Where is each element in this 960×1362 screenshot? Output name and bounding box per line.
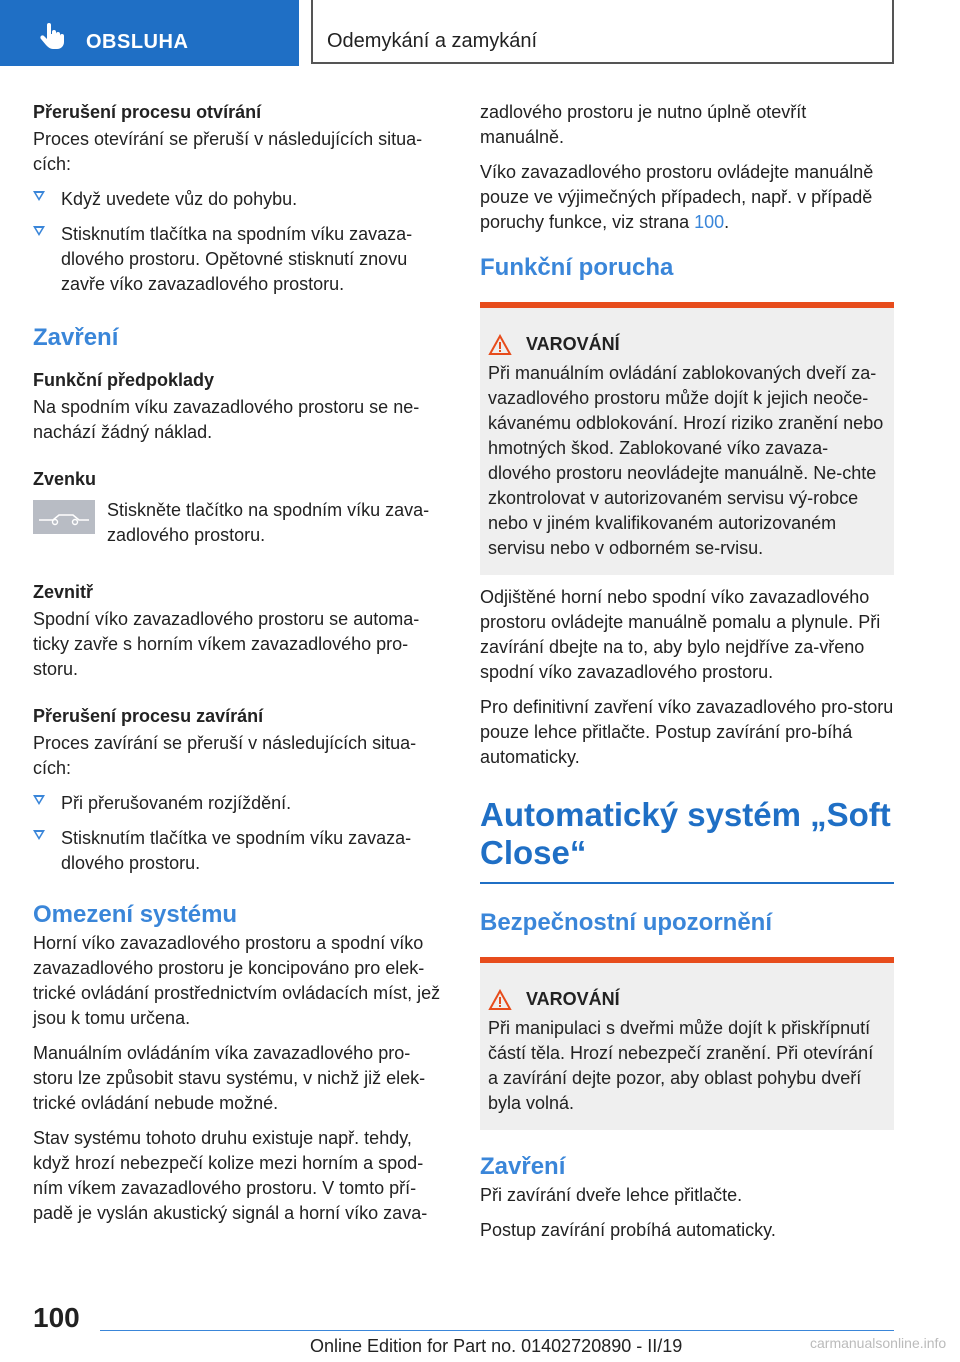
bullet-triangle-icon [33,191,45,201]
car-tailgate-button-icon [33,500,95,534]
chapter-title: Odemykání a zamykání [327,30,538,52]
paragraph: Manuálním ovládáním víka zavazadlového pro‐storu lze způsobit stavu systému, v nichž již elek‐trické ovládání nebude možné. [33,1043,426,1113]
paragraph: Na spodním víku zavazadlového prostoru se ne‐nachází žádný náklad. [33,397,420,442]
paragraph: Postup zavírání probíhá automaticky. [480,1220,776,1240]
paragraph: Proces zavírání se přeruší v následujících situa‐cích: [33,733,417,778]
bullet-triangle-icon [33,226,45,236]
heading-interrupt-open: Přerušení procesu otvírání [33,102,262,122]
page-link[interactable]: 100 [694,212,725,232]
page-number: 100 [33,1302,80,1333]
warning-box [480,302,894,575]
warning-text: Při manipulaci s dveřmi může dojít k přiskřípnutí částí těla. Hrozí nebezpečí zranění. Při otevírání a zavírání dejte pozor, aby oblast pohybu dveří byla volná. [488,1018,874,1113]
heading-limits: Omezení systému [33,901,238,928]
heading-prereq: Funkční předpoklady [33,370,215,390]
warning-triangle-icon [488,334,512,356]
paragraph: Proces otevírání se přeruší v následujících situa‐cích: [33,129,423,174]
edition-text: Online Edition for Part no. 01402720890 - II/19 [310,1336,683,1356]
warning-text: Při manuálním ovládání zablokovaných dveří za‐vazadlového prostoru může dojít k jejich neoče‐kávanému odblokování. Hrozí riziko zranění nebo hmotných škod. Zablokované víko zavaza‐dlového prostoru neovládejte manuálně. Ne‐chte zkontrolovat v autorizovaném servisu vý‐robce nebo v jiném kvalifikovaném autorizovaném servisu nebo v odborném se‐rvisu. [488,363,884,558]
list-item: Stisknutím tlačítka na spodním víku zavaza‐dlového prostoru. Opětovné stisknutí znovu zavře víko zavazadlového prostoru. [33,222,443,297]
warning-triangle-icon [488,989,512,1011]
warning-box [480,957,894,1130]
right-column [480,100,894,1253]
chapter-header [311,0,894,64]
section-label: OBSLUHA [86,31,189,53]
paragraph: Horní víko zavazadlového prostoru a spodní víko zavazadlového prostoru je koncipováno pro elek‐trické ovládání prostřednictvím ovládacích míst, jež jsou k tomu určena. [33,933,441,1028]
button-instruction [33,498,443,580]
footer-divider [100,1330,894,1331]
paragraph: zadlového prostoru je nutno úplně otevřít manuálně. [480,102,807,147]
paragraph: Pro definitivní zavření víko zavazadlového pro‐storu pouze lehce přitlačte. Postup zavírání pro‐bíhá automaticky. [480,697,894,767]
heading-interrupt-close: Přerušení procesu zavírání [33,706,264,726]
section-tab[interactable] [0,0,299,66]
paragraph: Při zavírání dveře lehce přitlačte. [480,1185,743,1205]
paragraph: Odjištěné horní nebo spodní víko zavazadlového prostoru ovládejte manuálně pomalu a plynule. Při zavírání dbejte na to, aby bylo nejdříve za‐vřeno spodní víko zavazadlového prostoru. [480,587,881,682]
bullet-triangle-icon [33,830,45,840]
divider [480,882,894,884]
heading-close2: Zavření [480,1153,566,1180]
warning-title: VAROVÁNÍ [526,989,620,1009]
list-item: Stisknutím tlačítka ve spodním víku zavaza‐dlového prostoru. [33,826,443,876]
heading-close: Zavření [33,324,119,351]
heading-safety: Bezpečnostní upozornění [480,909,773,936]
heading-inside: Zevnitř [33,582,94,602]
list-item: Když uvedete vůz do pohybu. [33,187,443,212]
paragraph: Víko zavazadlového prostoru ovládejte manuálně pouze ve výjimečných případech, např. v případě poruchy funkce, viz strana 100. [480,162,874,232]
paragraph: Stav systému tohoto druhu existuje např. tehdy, když hrozí nebezpečí kolize mezi horním a spod‐ním víkem zavazadlového prostoru. V tomto pří‐padě je vyslán akustický signál a horní víko zava‐ [33,1128,428,1223]
hand-pointer-icon [38,22,66,50]
paragraph: Stiskněte tlačítko na spodním víku zava‐zadlového prostoru. [107,500,430,545]
heading-outside: Zvenku [33,469,97,489]
warning-title: VAROVÁNÍ [526,334,620,354]
heading-soft-close: Automatický systém „Soft Close“ [480,796,891,871]
bullet-triangle-icon [33,795,45,805]
watermark-logo: carmanualsonline.info [810,1335,947,1351]
paragraph: Spodní víko zavazadlového prostoru se automa‐ticky zavře s horním víkem zavazadlového pro‐storu. [33,609,420,679]
left-column [33,100,443,1236]
heading-fault: Funkční porucha [480,254,674,281]
list-item: Při přerušovaném rozjíždění. [33,791,443,816]
